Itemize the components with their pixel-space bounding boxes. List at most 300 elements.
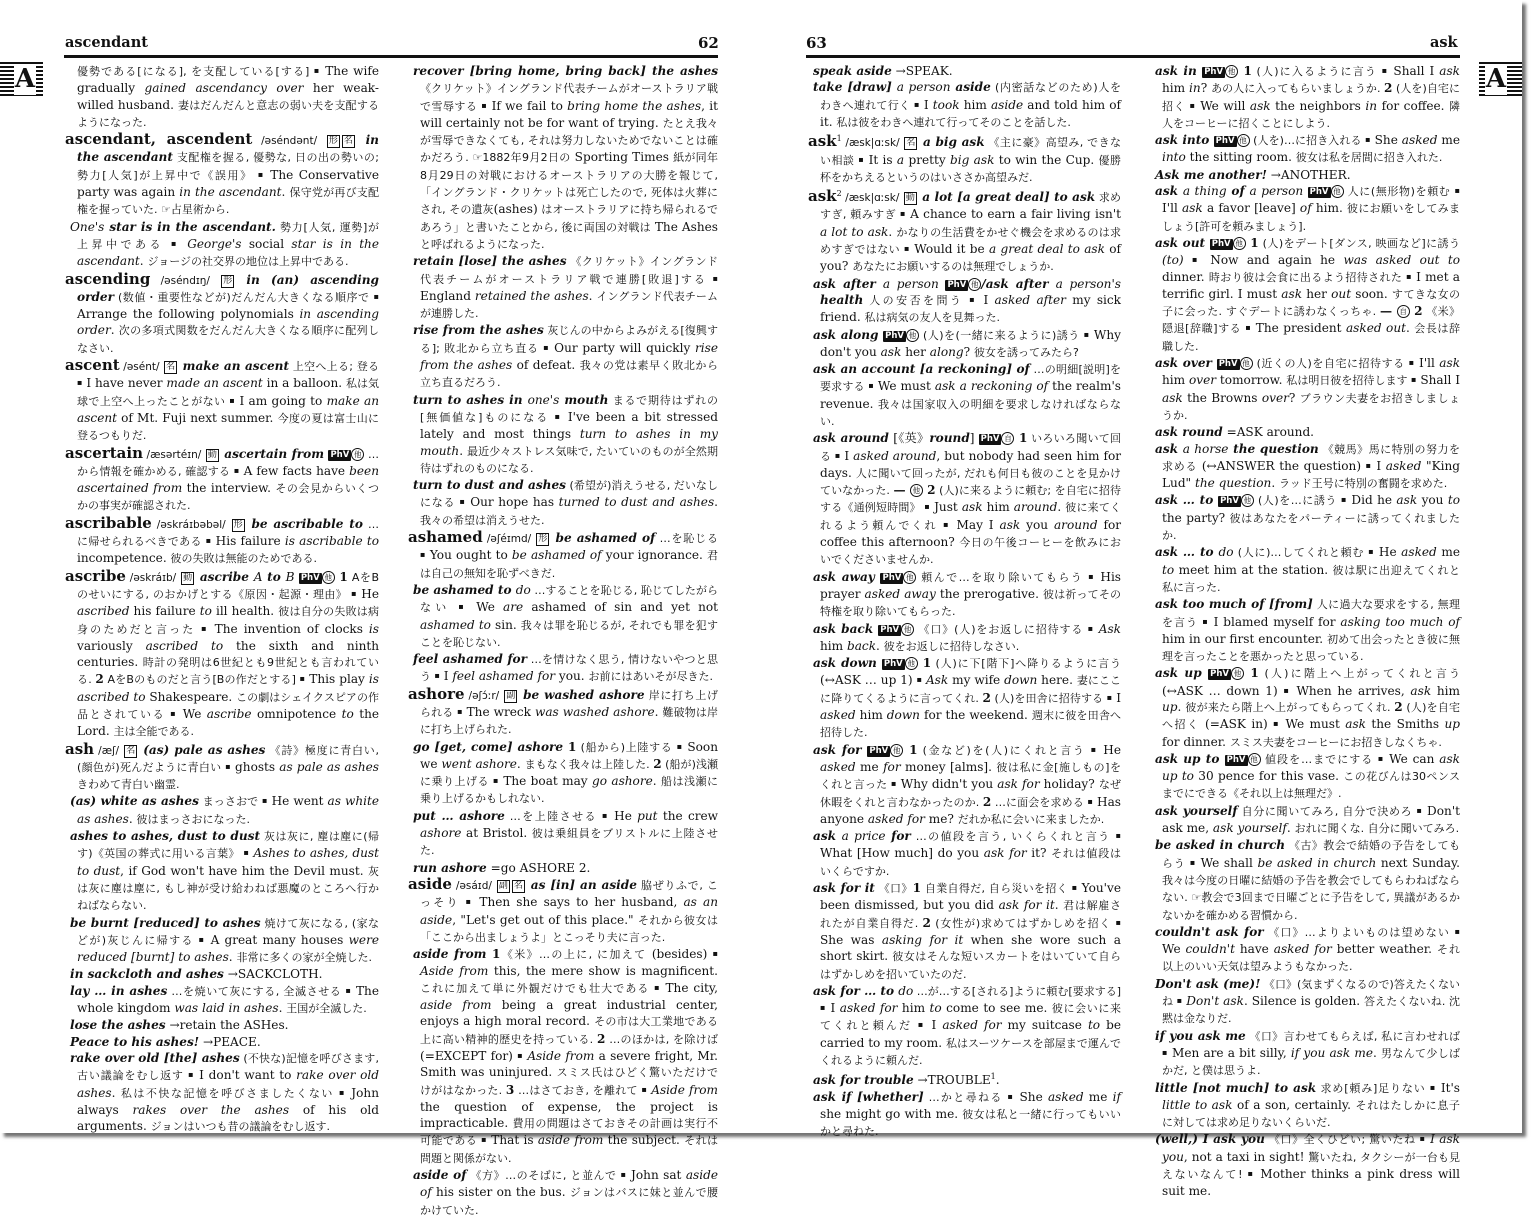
italic-text: do <box>515 582 531 597</box>
phrase: retain [lose] the ashes <box>413 254 567 269</box>
text: Just <box>930 500 962 515</box>
phrase: of <box>1226 184 1250 199</box>
japanese-gloss: 彼は乗組員をブリストルに上陸させた. <box>420 827 718 858</box>
italic-text: aside from <box>420 998 492 1013</box>
japanese-gloss: 非常に多くの家が全焼した. <box>236 951 372 965</box>
phrasal-verb-badge: PhV <box>885 330 904 341</box>
example-bullet: ▪ <box>969 294 978 304</box>
part-of-speech-label: 副 <box>498 880 508 891</box>
homograph-number: 1 <box>990 1072 996 1082</box>
dictionary-entry <box>65 741 379 794</box>
italic-text: ascribed to <box>145 638 224 653</box>
text: You ought to <box>425 548 512 563</box>
japanese-gloss: 主は全能である. <box>113 725 195 739</box>
phrasal-verb-badge: PhV <box>882 572 902 583</box>
text: A few facts have <box>239 463 350 478</box>
part-of-speech-label: 形 <box>223 275 233 286</box>
phrase: ask for <box>813 742 868 757</box>
example-bullet: ▪ <box>891 779 897 789</box>
japanese-gloss: 私は彼をわきへ連れて行ってそのことを話した. <box>836 115 1071 129</box>
part-of-speech-label: 名 <box>166 362 176 373</box>
japanese-gloss: 時おり彼は会食に出るよう招待された <box>1208 270 1407 284</box>
text: the realm's revenue. <box>820 379 1121 411</box>
dictionary-entry <box>65 515 379 568</box>
text: she might go with me. <box>820 1106 963 1121</box>
text: I don't want to <box>194 1068 297 1083</box>
pronunciation: /əʃɔ́ːr/ <box>464 689 504 702</box>
japanese-gloss: 私は不快な記憶を呼びさましたくない <box>120 1086 339 1100</box>
japanese-gloss: …することを恥じる, 恥じてしたがらない <box>420 583 718 615</box>
text: . <box>281 185 290 200</box>
phrase: ask over <box>1155 356 1217 371</box>
text: Mother thinks a pink dress will suit me. <box>1162 1167 1461 1199</box>
example-bullet: ▪ <box>1381 66 1389 75</box>
phrase: ask for trouble <box>813 1073 914 1088</box>
japanese-gloss: 《米》隠退[辞職]する <box>1162 305 1460 336</box>
italic-text: asked <box>1047 1089 1084 1104</box>
example-bullet: ▪ <box>373 291 379 301</box>
headword: aside <box>408 874 452 893</box>
verb-type-label: 他 <box>351 448 364 461</box>
thumb-index-tab[interactable] <box>1479 62 1522 98</box>
sense-number: 2 <box>1409 304 1423 319</box>
phrase-entry <box>808 742 1121 828</box>
text: Our party will quickly <box>549 340 695 355</box>
text: Then she says to her husband, <box>473 895 684 910</box>
phrase: star is in the ascendant. <box>104 219 276 234</box>
italic-text: were reduced [burnt] to ashes <box>77 932 380 965</box>
japanese-gloss: と呼ばれるようになった. <box>420 237 545 251</box>
japanese-gloss: ジョンはいつも昔の議論をむし返す. <box>150 1120 330 1134</box>
text: . <box>995 1073 1000 1088</box>
japanese-gloss: (人を)自宅に招く <box>1162 82 1460 113</box>
header-rule <box>64 55 718 58</box>
phrase: little [not much] to ask <box>1155 1080 1317 1095</box>
japanese-gloss: 費用の問題はさておきその計画は実行不可能である <box>420 1117 718 1148</box>
text: being a great industrial center, enjoys a high moral record. <box>420 998 718 1029</box>
japanese-gloss: (人を)…に招き入れる <box>1249 134 1366 148</box>
phrase-entry <box>1150 1131 1460 1199</box>
example-bullet: ▪ <box>201 623 209 633</box>
italic-text: ask <box>1439 356 1461 371</box>
text: me <box>1436 545 1460 560</box>
phrase: a big ask <box>918 135 985 150</box>
text: , if God won't have him the Devil must. <box>120 863 368 878</box>
sense-number: 2 <box>982 794 992 809</box>
example-bullet: ▪ <box>868 381 874 391</box>
japanese-gloss: ジョージの社交界の地位は上昇中である. <box>147 255 349 269</box>
phrase: ask down <box>813 656 882 671</box>
headword: ask <box>808 187 837 206</box>
pronunciation: /æsərtéɪn/ <box>143 448 205 461</box>
phrase-entry <box>1150 924 1460 976</box>
text: →SPEAK. <box>891 64 953 78</box>
text: I'll <box>1414 356 1440 371</box>
text: my wife <box>948 673 1005 688</box>
japanese-gloss: 王国が全滅した. <box>286 1002 367 1016</box>
text: Why didn't you <box>896 777 998 792</box>
italic-text: asked for <box>1273 942 1332 957</box>
italic-text: in ascending order <box>77 307 379 338</box>
text: I <box>919 97 933 112</box>
example-bullet: ▪ <box>1368 547 1375 557</box>
japanese-gloss: 紙が同年8月29日の対戦におけるオーストラリアの大勝を報じて,「イングランド・クリケットは死亡したので, 死体は火葬にされ, その遺灰 <box>420 151 718 217</box>
example-bullet: ▪ <box>1419 1134 1426 1144</box>
phrase: rise from the ashes <box>413 323 544 338</box>
phrase-entry <box>65 983 379 1018</box>
text: . <box>654 704 663 719</box>
text: We can <box>1384 751 1440 766</box>
japanese-gloss: (希望が)消えうせる, だいなしになる <box>420 479 718 510</box>
japanese-gloss: 彼の失敗は無能のためである. <box>170 552 318 566</box>
phrase-entry <box>808 983 1121 1069</box>
example-bullet: ▪ <box>313 66 321 75</box>
phrase: mouth <box>559 392 609 407</box>
example-bullet: ▪ <box>338 1087 346 1097</box>
italic-text: to <box>1162 562 1175 577</box>
japanese-gloss: 君は自己の無知を恥ずべきだ. <box>420 549 719 580</box>
japanese-gloss: 焼けて灰になる, (家などが)灰じんに帰する <box>77 916 380 947</box>
japanese-gloss: おれに聞くな. 自分に聞いてみろ. <box>1294 822 1460 836</box>
text: (↔ASK … down 1) <box>1162 683 1284 698</box>
text: We must <box>873 379 935 394</box>
example-bullet: ▪ <box>1283 685 1291 695</box>
dictionary-entry <box>65 568 379 741</box>
phrasal-verb-badge: PhV <box>300 572 320 583</box>
text: It's <box>1436 1080 1461 1095</box>
phrase: ashes to ashes, dust to dust <box>70 829 261 844</box>
verb-type-label: 他 <box>1233 237 1246 250</box>
italic-text: is ascribed to <box>77 672 379 704</box>
example-bullet: ▪ <box>712 949 718 959</box>
text: ? <box>1288 390 1300 405</box>
text: . <box>459 443 467 458</box>
phrasal-verb-badge: PhV <box>1211 238 1231 249</box>
text: of his old arguments. <box>77 1102 379 1134</box>
japanese-gloss: 我々は罪を恥じるが, それでも罪を犯すことを恥じない. <box>420 618 718 649</box>
text: →ANOTHER. <box>1266 167 1351 182</box>
italic-text: One's <box>70 219 105 234</box>
japanese-gloss: 私は気球で上空へ上ったことがない <box>77 377 380 408</box>
text: The wreck <box>462 704 535 719</box>
example-bullet: ▪ <box>943 519 951 529</box>
text: . <box>888 224 897 239</box>
text: a favor [leave] <box>1202 201 1300 216</box>
example-bullet: ▪ <box>1007 1091 1015 1101</box>
phrase: ask out <box>1155 235 1210 250</box>
example-bullet: ▪ <box>170 238 180 248</box>
text: incompetence. <box>77 551 171 566</box>
phrasal-verb-badge: PhV <box>1215 136 1235 147</box>
japanese-gloss: スミス夫妻をコーヒーにお招きしなくちゃ. <box>1229 735 1442 749</box>
text: Shall I <box>1416 373 1461 388</box>
japanese-gloss: 《クリケット》イングランド代表チームがオーストラリア戦で連勝[敗退]する <box>420 255 718 286</box>
text: . <box>1177 699 1186 714</box>
text: him <box>1162 81 1190 96</box>
text: I <box>1371 458 1386 473</box>
phrase: turn to dust and ashes <box>413 478 566 493</box>
japanese-gloss: 《主に豪》高望み, できない相談 <box>820 136 1121 167</box>
sense-number: — <box>893 483 910 498</box>
example-bullet: ▪ <box>900 209 906 219</box>
text: him <box>855 708 887 723</box>
phrase-entry <box>808 361 1121 430</box>
phrase-entry <box>808 63 1121 79</box>
italic-text: a horse <box>1182 441 1229 456</box>
phrase-entry <box>1150 424 1460 440</box>
text: the sixth and ninth centuries. <box>77 638 380 670</box>
pronunciation: /æʃ/ <box>94 744 124 757</box>
text: Soon we <box>420 739 718 771</box>
phrase: speak aside <box>813 64 892 78</box>
text: I <box>925 1018 943 1033</box>
text: You've been dismissed, but you did <box>820 881 1121 913</box>
thumb-index-tab[interactable] <box>0 62 43 98</box>
text: The city, <box>660 980 718 995</box>
italic-text: is <box>368 621 379 636</box>
example-bullet: ▪ <box>434 671 440 681</box>
italic-text: took <box>932 97 960 112</box>
phrase: be ashamed to <box>413 582 516 597</box>
italic-text: out <box>1331 286 1352 301</box>
japanese-gloss: …を情けなく思う, 情けないやつと思う <box>420 653 718 684</box>
japanese-gloss: 岸に打ち上げられる <box>420 688 718 719</box>
text: ? <box>1200 81 1212 96</box>
italic-text: Aside from <box>647 1082 719 1097</box>
text: variously <box>77 638 146 653</box>
text: Arrange the following polynomials <box>77 307 300 322</box>
italic-text: Don't ask <box>1182 994 1244 1009</box>
text: →SACKCLOTH. <box>223 967 323 982</box>
sense-number: 3 <box>505 1082 515 1097</box>
example-bullet: ▪ <box>299 674 306 684</box>
example-bullet: ▪ <box>1416 805 1423 815</box>
italic-text: went ashore <box>441 756 517 771</box>
japanese-gloss: この花びんは30ペンスまでにできる《それ以上は無理だ》. <box>1162 770 1460 801</box>
phrase-entry <box>408 739 718 808</box>
phrase-entry <box>408 860 718 876</box>
dictionary-entry <box>408 686 718 739</box>
italic-text: put <box>637 808 658 823</box>
example-bullet: ▪ <box>517 1050 524 1060</box>
japanese-gloss: ラッド王号に特別の奮闘を求めた. <box>1279 477 1448 491</box>
headword: ashore <box>408 684 465 703</box>
japanese-gloss: 私はスーツケースを部屋まで運んでくれるように頼んだ. <box>820 1036 1121 1067</box>
text: Did he <box>1346 493 1397 508</box>
text: John sat <box>626 1168 686 1182</box>
phrase-entry <box>1150 492 1460 544</box>
example-bullet: ▪ <box>1377 753 1385 763</box>
phrase: in the ascendant <box>77 133 379 165</box>
japanese-gloss: あの人に入ってもらいましょうか. <box>1211 82 1385 96</box>
dictionary-entry <box>808 131 1121 186</box>
italic-text: around <box>1053 517 1098 532</box>
phrase-entry <box>1150 132 1460 167</box>
text: her <box>1302 286 1332 301</box>
phrasal-verb-badge: PhV <box>1218 359 1238 370</box>
phrase: aside <box>950 80 991 95</box>
japanese-gloss: …を上陸させる <box>504 809 602 823</box>
text: =ASK around. <box>1222 425 1315 440</box>
japanese-gloss: 人の安否を問う <box>863 293 970 307</box>
headword: ascent <box>65 356 120 375</box>
text: She <box>1014 1089 1048 1104</box>
italic-text: is ascribable to <box>284 534 380 549</box>
example-bullet: ▪ <box>465 897 474 907</box>
text: his sister on the bus. <box>431 1185 570 1200</box>
text: If we fail to <box>487 98 568 113</box>
phrase-entry <box>65 915 379 967</box>
text: the question of expense, the project is impracticable. <box>420 1099 718 1131</box>
headword: ascertain <box>65 443 143 462</box>
japanese-gloss: まっさおで <box>198 795 262 809</box>
japanese-gloss: まもなく我々は上陸した. <box>524 757 654 771</box>
text: (↔ANSWER the question) <box>1197 458 1366 473</box>
italic-text: make an ascent <box>77 393 379 425</box>
example-bullet: ▪ <box>1454 926 1460 936</box>
text: my suitcase <box>1001 1018 1088 1033</box>
text: I <box>826 1001 840 1016</box>
italic-text: asked out <box>1345 321 1406 336</box>
text: The president <box>1251 321 1346 336</box>
part-of-speech-label: 動 <box>905 193 915 204</box>
phrase: if you ask me <box>1155 1028 1246 1043</box>
example-bullet: ▪ <box>916 675 923 685</box>
text: His failure <box>211 534 285 549</box>
text: in a balloon. <box>262 376 346 391</box>
italic-text: to <box>929 1001 942 1016</box>
verb-type-label: 他 <box>1240 357 1253 370</box>
sense-number: 1 <box>1243 666 1259 681</box>
text: (=EXCEPT for) <box>420 1048 518 1063</box>
italic-text: ask <box>1345 717 1366 732</box>
japanese-gloss: それは問題と関係がない. <box>420 1134 719 1165</box>
italic-text: do <box>1218 545 1234 560</box>
italic-text: asked after <box>994 292 1066 307</box>
sense-number: 2 <box>653 756 662 771</box>
japanese-gloss: 勢力[人気, 運勢]が上昇中である <box>77 220 379 251</box>
phrase: (well,) I ask you <box>1155 1132 1265 1147</box>
text: ] <box>969 431 979 446</box>
phrase: ascertain from <box>219 446 329 461</box>
text: His prayer <box>820 569 1122 601</box>
phrase-entry <box>408 477 718 529</box>
japanese-gloss: AをBのものだと言う[Bの作だとする] <box>103 673 300 687</box>
italic-text: Aside from <box>420 964 489 979</box>
phrase-entry <box>65 1034 379 1050</box>
text: ghosts <box>230 759 280 774</box>
headword: ascending <box>65 269 151 288</box>
text: (ashes) <box>493 202 538 217</box>
japanese-gloss: 《古》教会で結婚の予告をしてもらう <box>1162 839 1460 870</box>
text: The Conservative party was again <box>77 167 379 200</box>
japanese-gloss: 《方》…のそばに, と並んで <box>466 1169 621 1182</box>
phrase-entry <box>808 79 1121 131</box>
italic-text: B <box>285 569 299 584</box>
text: This play <box>305 672 369 687</box>
sense-number: 1 <box>486 947 501 962</box>
phrase-entry <box>1150 976 1460 1028</box>
text: When he arrives, <box>1290 683 1411 698</box>
part-of-speech-label: 副 <box>506 690 516 701</box>
italic-text: ask <box>999 517 1021 532</box>
italic-text: ask <box>1162 390 1183 405</box>
text: you <box>1417 493 1448 508</box>
part-of-speech-label: 動 <box>183 572 193 583</box>
text: his failure <box>129 604 200 619</box>
text: her weak-willed husband. <box>77 81 380 112</box>
text: , but nobody had seen him for days. <box>820 448 1122 480</box>
text: →PEACE. <box>199 1034 261 1049</box>
text: What [How much] do you <box>820 846 984 861</box>
japanese-gloss: 《米》…の上に, に加えて <box>500 948 647 962</box>
italic-text: do <box>898 983 914 998</box>
japanese-gloss: …かと尋ねる <box>923 1090 1008 1104</box>
text: . Silence is golden. <box>1243 994 1365 1009</box>
japanese-gloss: スミス氏はひどく驚いただけでけがはなかった. <box>420 1066 719 1097</box>
text: He <box>357 586 379 601</box>
text: him <box>982 500 1014 515</box>
pronunciation: /əséndɪŋ/ <box>150 274 221 287</box>
text: She was <box>820 932 882 947</box>
japanese-gloss: 保守党が再び支配権を握っていた. ☞占星術から. <box>77 186 380 217</box>
text: your ignorance. <box>601 548 708 563</box>
phrase: ask up <box>1155 666 1209 681</box>
japanese-gloss: …のほかは, を除けば <box>605 1032 718 1046</box>
italic-text: aside of <box>420 1168 718 1200</box>
japanese-gloss: 彼は自分の失敗は病身のためだと言った <box>77 605 380 636</box>
italic-text: asked <box>820 759 856 774</box>
text: here. <box>1037 673 1077 688</box>
phrase-entry <box>1150 544 1460 596</box>
example-bullet: ▪ <box>198 934 206 944</box>
pronunciation: /əʃéɪmd/ <box>482 533 536 546</box>
japanese-gloss: 《口》 <box>874 882 913 896</box>
italic-text: ask <box>1182 201 1203 216</box>
italic-text: (to) <box>1162 253 1192 268</box>
text: I met a terrific girl. I must <box>1162 269 1460 301</box>
italic-text: ashore <box>420 826 462 841</box>
example-bullet: ▪ <box>1189 857 1197 867</box>
text: I <box>1112 690 1122 705</box>
dictionary-entry <box>408 876 718 946</box>
text: , "Let's get out of this place." <box>452 912 638 927</box>
italic-text: ask <box>1439 64 1461 78</box>
phrasal-verb-badge: PhV <box>1220 496 1239 507</box>
phrase-entry <box>65 828 379 914</box>
example-bullet: ▪ <box>712 273 718 283</box>
japanese-gloss: 彼女は私を居間に招き入れた. <box>1295 151 1443 165</box>
text: Has anyone <box>820 794 1121 826</box>
text: my sick friend. <box>820 292 1122 325</box>
text: the neighbors <box>1270 98 1366 113</box>
phrasal-verb-badge: PhV <box>883 659 903 670</box>
japanese-gloss: すてきな女の子に会った. すぐデートに誘わなくっちゃ. <box>1162 287 1460 319</box>
japanese-gloss: これに加えて単に外観だけでも壮大である <box>420 981 655 995</box>
japanese-gloss: きわめて青白い幽霊. <box>77 778 180 792</box>
homograph-number: 1 <box>836 134 842 144</box>
italic-text: ask for it <box>998 898 1055 913</box>
text: to win the Cup. <box>994 152 1099 167</box>
phrasal-verb-badge: PhV <box>947 279 967 290</box>
example-bullet: ▪ <box>351 588 358 598</box>
text: . <box>139 254 148 269</box>
headword: ascribable <box>65 513 152 532</box>
italic-text: ask <box>1249 98 1271 113</box>
japanese-gloss: 時計の発明は6世紀とも9世紀とも言われている. <box>77 656 379 687</box>
japanese-gloss: 彼は駅に出迎えてくれと私に言った. <box>1162 563 1460 594</box>
italic-text: to <box>341 706 354 721</box>
